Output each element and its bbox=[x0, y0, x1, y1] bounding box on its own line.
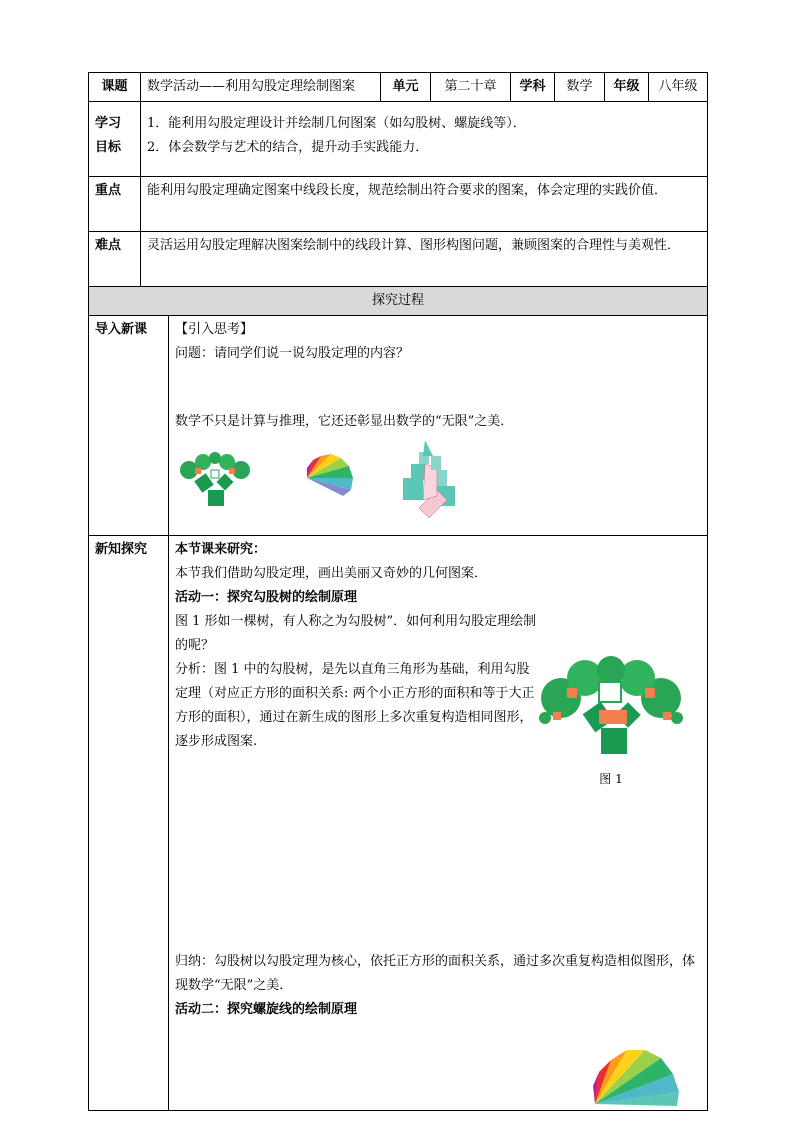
square-spiral-icon bbox=[397, 438, 459, 518]
activity1-text bbox=[175, 610, 537, 754]
grade-value: 八年级 bbox=[649, 73, 708, 102]
intro-statement: 数学不只是计算与推理，它还还彰显出数学的“无限”之美． bbox=[175, 414, 514, 429]
process-title: 探究过程 bbox=[89, 287, 708, 316]
difficulty-row bbox=[89, 232, 708, 287]
pythagoras-tree-figure bbox=[537, 648, 685, 758]
goal-item: 1．能利用勾股定理设计并绘制几何图案（如勾股树、螺旋线等）． bbox=[147, 116, 526, 131]
intro-content bbox=[169, 316, 708, 536]
explore-label: 新知探究 bbox=[89, 536, 169, 1111]
intro-row bbox=[89, 316, 708, 536]
goals-content bbox=[141, 102, 708, 177]
lesson-plan bbox=[88, 72, 707, 1111]
intro-label: 导入新课 bbox=[89, 316, 169, 536]
figure-1-caption: 图 1 bbox=[599, 772, 623, 786]
key-point-label: 重点 bbox=[89, 177, 141, 232]
summary-text: 归纳：勾股树以勾股定理为核心，依托正方形的面积关系，通过多次重复构造相似图形，体现数学“无限”之美． bbox=[175, 954, 696, 993]
activity1-title: 活动一：探究勾股树的绘制原理 bbox=[175, 590, 358, 605]
key-point-text: 能利用勾股定理确定图案中线段长度，规范绘制出符合要求的图案，体会定理的实践价值． bbox=[141, 177, 708, 232]
goals-label-line2: 目标 bbox=[95, 140, 122, 155]
explore-row bbox=[89, 536, 708, 1111]
figure-1 bbox=[537, 648, 685, 791]
explore-content bbox=[169, 536, 708, 1111]
grade-label: 年级 bbox=[605, 73, 649, 102]
pythagoras-tree-icon bbox=[175, 450, 255, 516]
unit-label: 单元 bbox=[381, 73, 431, 102]
topic-value: 数学活动——利用勾股定理绘制图案 bbox=[141, 73, 381, 102]
intro-heading: 【引入思考】 bbox=[175, 322, 254, 337]
spiral-figure bbox=[591, 1046, 687, 1106]
explore-lead: 本节课来研究： bbox=[175, 542, 267, 557]
goals-label bbox=[89, 102, 141, 177]
subject-label: 学科 bbox=[511, 73, 555, 102]
goals-row bbox=[89, 102, 708, 177]
goal-item: 2．体会数学与艺术的结合，提升动手实践能力． bbox=[147, 140, 429, 155]
lesson-table bbox=[88, 72, 708, 1111]
header-row bbox=[89, 73, 708, 102]
key-point-row bbox=[89, 177, 708, 232]
intro-question: 问题：请同学们说一说勾股定理的内容？ bbox=[175, 346, 410, 361]
goals-label-line1: 学习 bbox=[95, 116, 122, 131]
activity1-question: 图 1 形如一棵树，有人称之为勾股树”．如何利用勾股定理绘制的呢？ bbox=[175, 614, 537, 653]
unit-value: 第二十章 bbox=[431, 73, 511, 102]
process-band-row bbox=[89, 287, 708, 316]
difficulty-text: 灵活运用勾股定理解决图案绘制中的线段计算、图形构图问题，兼顾图案的合理性与美观性． bbox=[141, 232, 708, 287]
difficulty-label: 难点 bbox=[89, 232, 141, 287]
intro-figures bbox=[175, 438, 701, 518]
activity2-title: 活动二：探究螺旋线的绘制原理 bbox=[175, 1002, 358, 1017]
topic-label: 课题 bbox=[89, 73, 141, 102]
spiral-fan-icon bbox=[303, 450, 361, 500]
subject-value: 数学 bbox=[555, 73, 605, 102]
activity1-analysis: 分析：图 1 中的勾股树，是先以直角三角形为基础，利用勾股定理（对应正方形的面积关系: 两个小正方形的面积和等于大正方形的面积），通过在新生成的图形上多次重复构造相同图形，逐步形成图案. bbox=[175, 662, 535, 749]
explore-intro: 本节我们借助勾股定理，画出美丽又奇妙的几何图案． bbox=[175, 566, 488, 581]
